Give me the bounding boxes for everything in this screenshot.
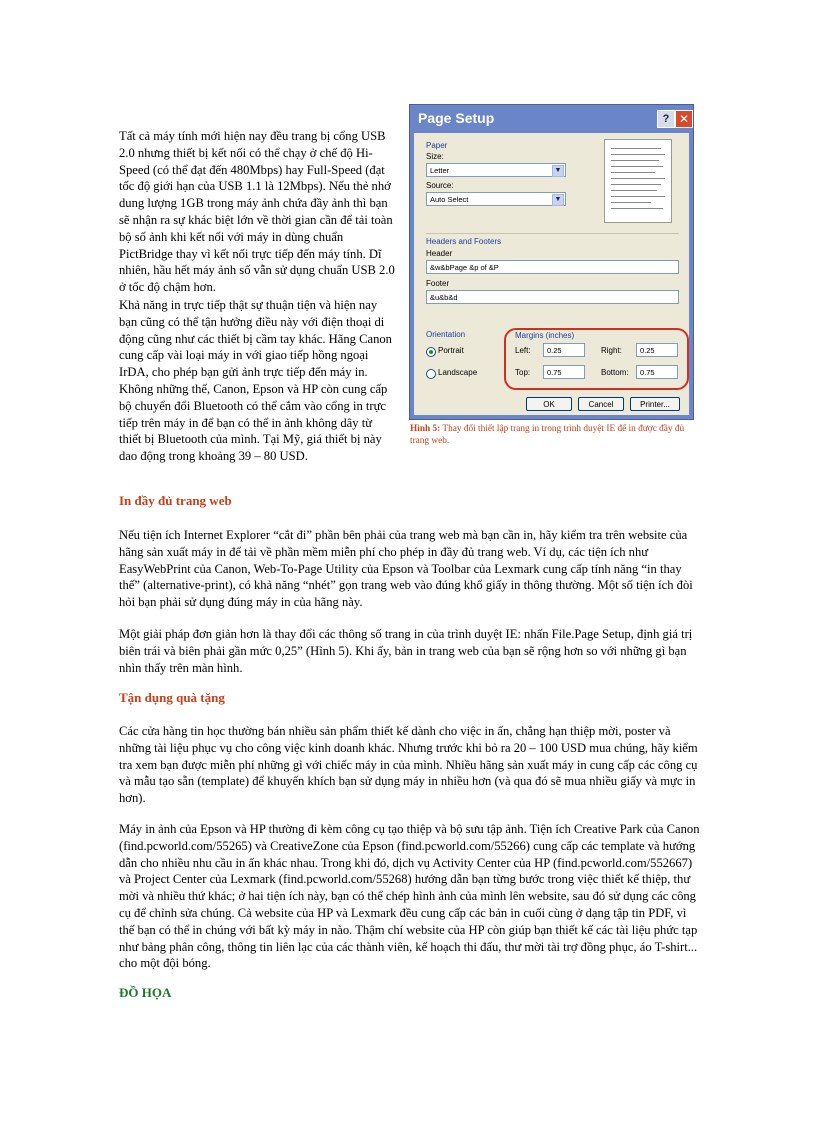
- caption-text: Thay đổi thiết lập trang in trong trình duyệt IE để in được đầy đủ trang web.: [410, 424, 685, 446]
- top-margin-input[interactable]: 0.75: [543, 365, 585, 379]
- source-label: Source:: [426, 181, 454, 190]
- dialog-title: Page Setup: [418, 110, 495, 126]
- paper-group-label: Paper: [426, 141, 448, 150]
- close-icon[interactable]: ✕: [675, 110, 693, 128]
- landscape-radio[interactable]: [426, 369, 436, 379]
- top-margin-label: Top:: [515, 368, 531, 377]
- size-value: Letter: [430, 166, 450, 175]
- printer-button[interactable]: Printer...: [630, 397, 680, 411]
- section1-paragraph-1: Nếu tiện ích Internet Explorer “cắt đi” phần bên phải của trang web mà bạn cần in, hãy kiểm tra trên website của hãng sản xuất máy in để tải về phần mềm miễn phí cho phép in đầy đủ trang web. Ví dụ, các tiện ích như EasyWebPrint của Canon, Web-To-Page Utility của Epson và Toolbar của Lexmark cung cấp tính năng “in thay thế” (alternative-print), có khả năng “nhét” gọn trang web vào đúng khổ giấy in thông thường. Một số tiện ích đòi hỏi bạn phải sử dụng đúng máy in của hãng này.: [119, 528, 693, 610]
- section1-paragraph-2: Một giải pháp đơn giản hơn là thay đổi các thông số trang in của trình duyệt IE: nhấn File.Page Setup, định giá trị biên trái và biên phải gần mức 0,25” (Hình 5). Khi ấy, bản in trang web của bạn sẽ rộng hơn so với những gì bạn nhìn thấy trên màn hình.: [119, 627, 693, 675]
- cancel-button[interactable]: Cancel: [578, 397, 624, 411]
- chevron-down-icon: ▼: [552, 165, 564, 177]
- orientation-group-label: Orientation: [426, 330, 466, 339]
- figure-caption: [410, 424, 695, 447]
- section-heading-full-page: In đầy đủ trang web: [119, 493, 232, 508]
- header-input[interactable]: &w&bPage &p of &P: [426, 260, 679, 274]
- source-value: Auto Select: [430, 195, 469, 204]
- page-setup-dialog: [409, 104, 694, 420]
- intro-paragraph-1: Tất cả máy tính mới hiện nay đều trang bị cổng USB 2.0 nhưng thiết bị kết nối có thể chạy ở chế độ Hi-Speed (có thể đạt đến 480Mbps) hay Full-Speed (đạt tốc độ giới hạn của USB 1.1 là 12Mbps). Nếu thẻ nhớ dung lượng 1GB trong máy ảnh chứa đầy ảnh thì bạn sẽ nhận ra sự khác biệt lớn về thời gian cần để tải toàn bộ số ảnh khi kết nối với máy in dùng chuẩn PictBridge thay vì kết nối trực tiếp đến máy tính. Dĩ nhiên, hầu hết máy ảnh số vẫn sử dụng chuẩn USB 2.0 ở tốc độ chậm hơn.: [119, 129, 395, 295]
- help-icon[interactable]: ?: [657, 110, 675, 128]
- page-preview: [604, 139, 672, 223]
- footer-label: Footer: [426, 279, 450, 288]
- dialog-body: [414, 133, 689, 415]
- right-margin-input[interactable]: 0.25: [636, 343, 678, 357]
- size-select[interactable]: [426, 163, 566, 177]
- caption-label: Hình 5:: [410, 424, 441, 434]
- headers-group-label: Headers and Footers: [426, 237, 502, 246]
- left-margin-label: Left:: [515, 346, 531, 355]
- intro-paragraph-2: Khả năng in trực tiếp thật sự thuận tiện và hiện nay bạn cũng có thể tận hưởng điều này với điện thoại di động cũng như các thiết bị cầm tay khác. Hãng Canon cung cấp vài loại máy in với giao tiếp hồng ngoại IrDA, cho phép bạn gửi ảnh trực tiếp đến máy in. Không những thế, Canon, Epson và HP còn cung cấp bộ chuyển đổi Bluetooth có thể cắm vào cổng in trực tiếp trên máy in để bạn có thể in ảnh không dây từ thiết bị Bluetooth của mình. Tại Mỹ, giá thiết bị này dao động trong khoảng 39 – 80 USD.: [119, 298, 392, 464]
- section-heading-graphics: ĐỒ HỌA: [119, 985, 172, 1000]
- footer-input[interactable]: &u&b&d: [426, 290, 679, 304]
- margins-group-label: Margins (inches): [515, 331, 575, 340]
- portrait-label: Portrait: [438, 346, 464, 355]
- bottom-margin-label: Bottom:: [601, 368, 629, 377]
- right-margin-label: Right:: [601, 346, 622, 355]
- section2-paragraph-1: Các cửa hàng tin học thường bán nhiều sản phẩm thiết kế dành cho việc in ấn, chẳng hạn thiệp mời, poster và những tài liệu phục vụ cho công việc kinh doanh khác. Nhưng trước khi bỏ ra 20 – 100 USD mua chúng, hãy kiểm tra xem bạn được miễn phí những gì với chiếc máy in của mình. Nhiều hãng sản xuất máy in cung cấp các công cụ và mẫu tạo sẵn (template) để khuyến khích bạn sử dụng máy in nhiều hơn (và qua đó sẽ mua nhiều giấy và mực in hơn).: [119, 724, 698, 806]
- section2-paragraph-2: Máy in ảnh của Epson và HP thường đi kèm công cụ tạo thiệp và bộ sưu tập ảnh. Tiện ích Creative Park của Canon (find.pcworld.com/55265) và CreativeZone của Epson (find.pcworld.com/55266) cung cấp các template và hướng dẫn cho nhiều nhu cầu in ấn khác nhau. Trong khi đó, dịch vụ Activity Center của HP (find.pcworld.com/552667) và Project Center của Lexmark (find.pcworld.com/55268) hướng dẫn bạn từng bước trong việc thiết kế thiệp, thư mời và nhiều thứ khác; ở hai tiện ích này, bạn có thể chép hình ảnh của mình lên website, sau đó sử dụng các công cụ để chỉnh sửa chúng. Cả website của HP và Lexmark đều cung cấp các bản in cuối cùng ở dạng tập tin PDF, vì thế bạn có thể in chúng với bất kỳ máy in nào. Thậm chí website của HP còn giúp bạn thiết kế các tài liệu phức tạp như bảng phân công, thông tin liên lạc của các thành viên, kế hoạch thi đấu, thư mời tài trợ đồng phục, áo T-shirt... cho một đội bóng.: [119, 822, 700, 971]
- left-margin-input[interactable]: 0.25: [543, 343, 585, 357]
- portrait-radio[interactable]: [426, 347, 436, 357]
- source-select[interactable]: [426, 192, 566, 206]
- ok-button[interactable]: OK: [526, 397, 572, 411]
- chevron-down-icon: ▼: [552, 194, 564, 206]
- landscape-label: Landscape: [438, 368, 478, 377]
- bottom-margin-input[interactable]: 0.75: [636, 365, 678, 379]
- section-heading-gifts: Tận dụng quà tặng: [119, 690, 225, 705]
- size-label: Size:: [426, 152, 444, 161]
- header-label: Header: [426, 249, 453, 258]
